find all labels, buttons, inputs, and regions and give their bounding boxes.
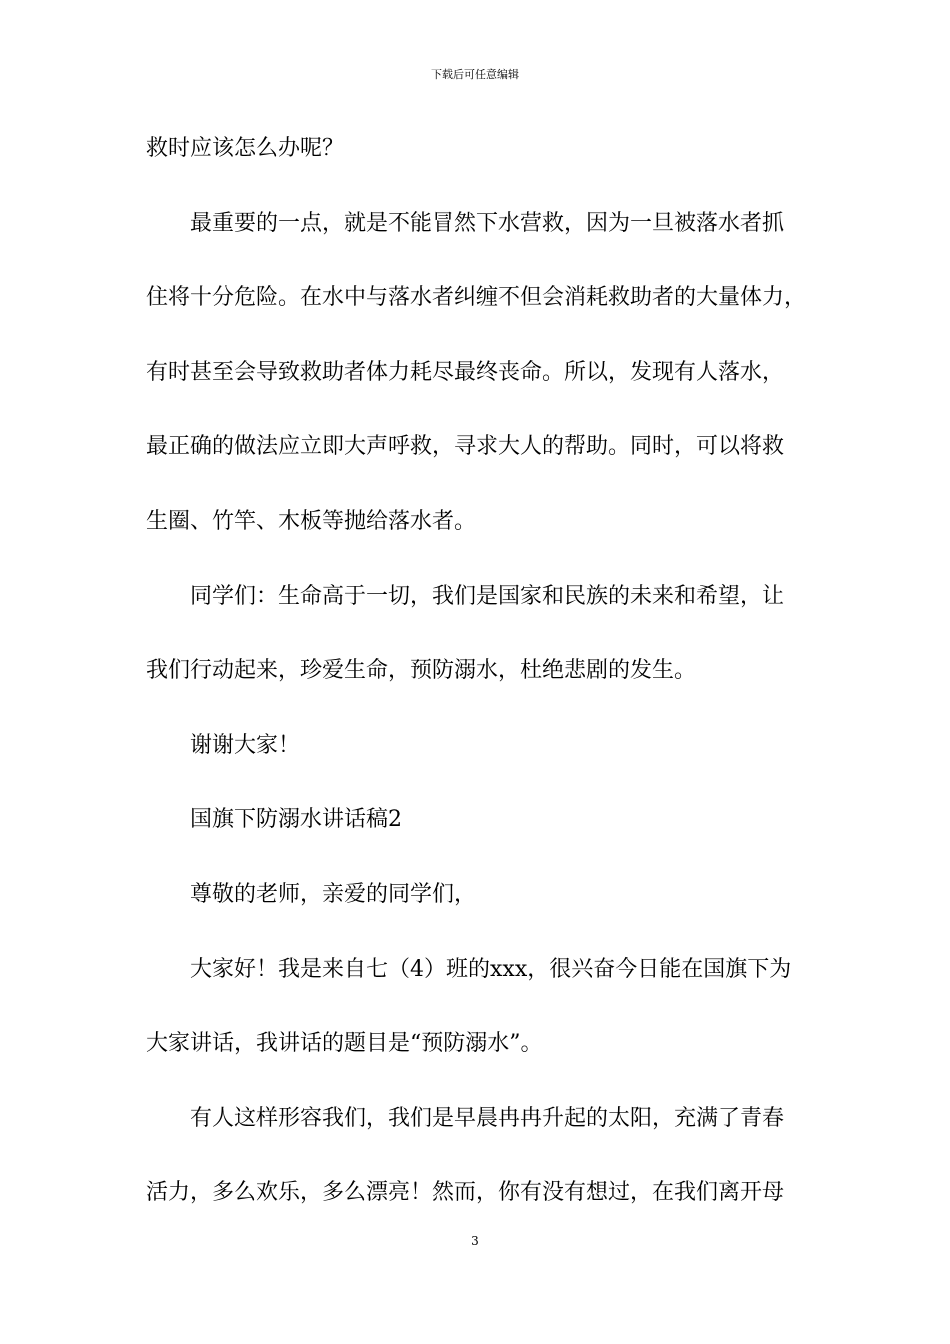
document-body bbox=[146, 126, 826, 1245]
section-title: 国旗下防溺水讲话稿2 bbox=[190, 807, 402, 833]
paragraph-line: 救时应该怎么办呢？ bbox=[146, 136, 345, 161]
paragraph-line: 住将十分危险。在水中与落水者纠缠不但会消耗救助者的大量体力， bbox=[146, 285, 807, 311]
paragraph-line: 最正确的做法应立即大声呼救，寻求大人的帮助。同时，可以将救 bbox=[146, 434, 785, 460]
paragraph-line: 活力，多么欢乐，多么漂亮！然而，你有没有想过，在我们离开母 bbox=[146, 1180, 785, 1206]
paragraph-line: 最重要的一点，就是不能冒然下水营救，因为一旦被落水者抓 bbox=[190, 210, 785, 236]
paragraph-line: 同学们：生命高于一切，我们是国家和民族的未来和希望，让 bbox=[190, 583, 785, 609]
paragraph-line: 有人这样形容我们，我们是早晨冉冉升起的太阳，充满了青春 bbox=[190, 1105, 785, 1131]
paragraph-line: 有时甚至会导致救助者体力耗尽最终丧命。所以，发现有人落水， bbox=[146, 359, 785, 385]
paragraph-line: 尊敬的老师，亲爱的同学们， bbox=[190, 881, 477, 907]
paragraph-line: 生圈、竹竿、木板等抛给落水者。 bbox=[146, 508, 477, 534]
paragraph-line: 大家讲话，我讲话的题目是“预防溺水”。 bbox=[146, 1031, 543, 1057]
page-number: 3 bbox=[471, 1234, 479, 1248]
paragraph-line: 我们行动起来，珍爱生命，预防溺水，杜绝悲剧的发生。 bbox=[146, 658, 697, 684]
page-header: 下载后可任意编辑 bbox=[431, 68, 519, 81]
paragraph-line: 谢谢大家！ bbox=[190, 732, 301, 758]
paragraph-line: 大家好！我是来自七（4）班的xxx，很兴奋今日能在国旗下为 bbox=[190, 956, 792, 982]
